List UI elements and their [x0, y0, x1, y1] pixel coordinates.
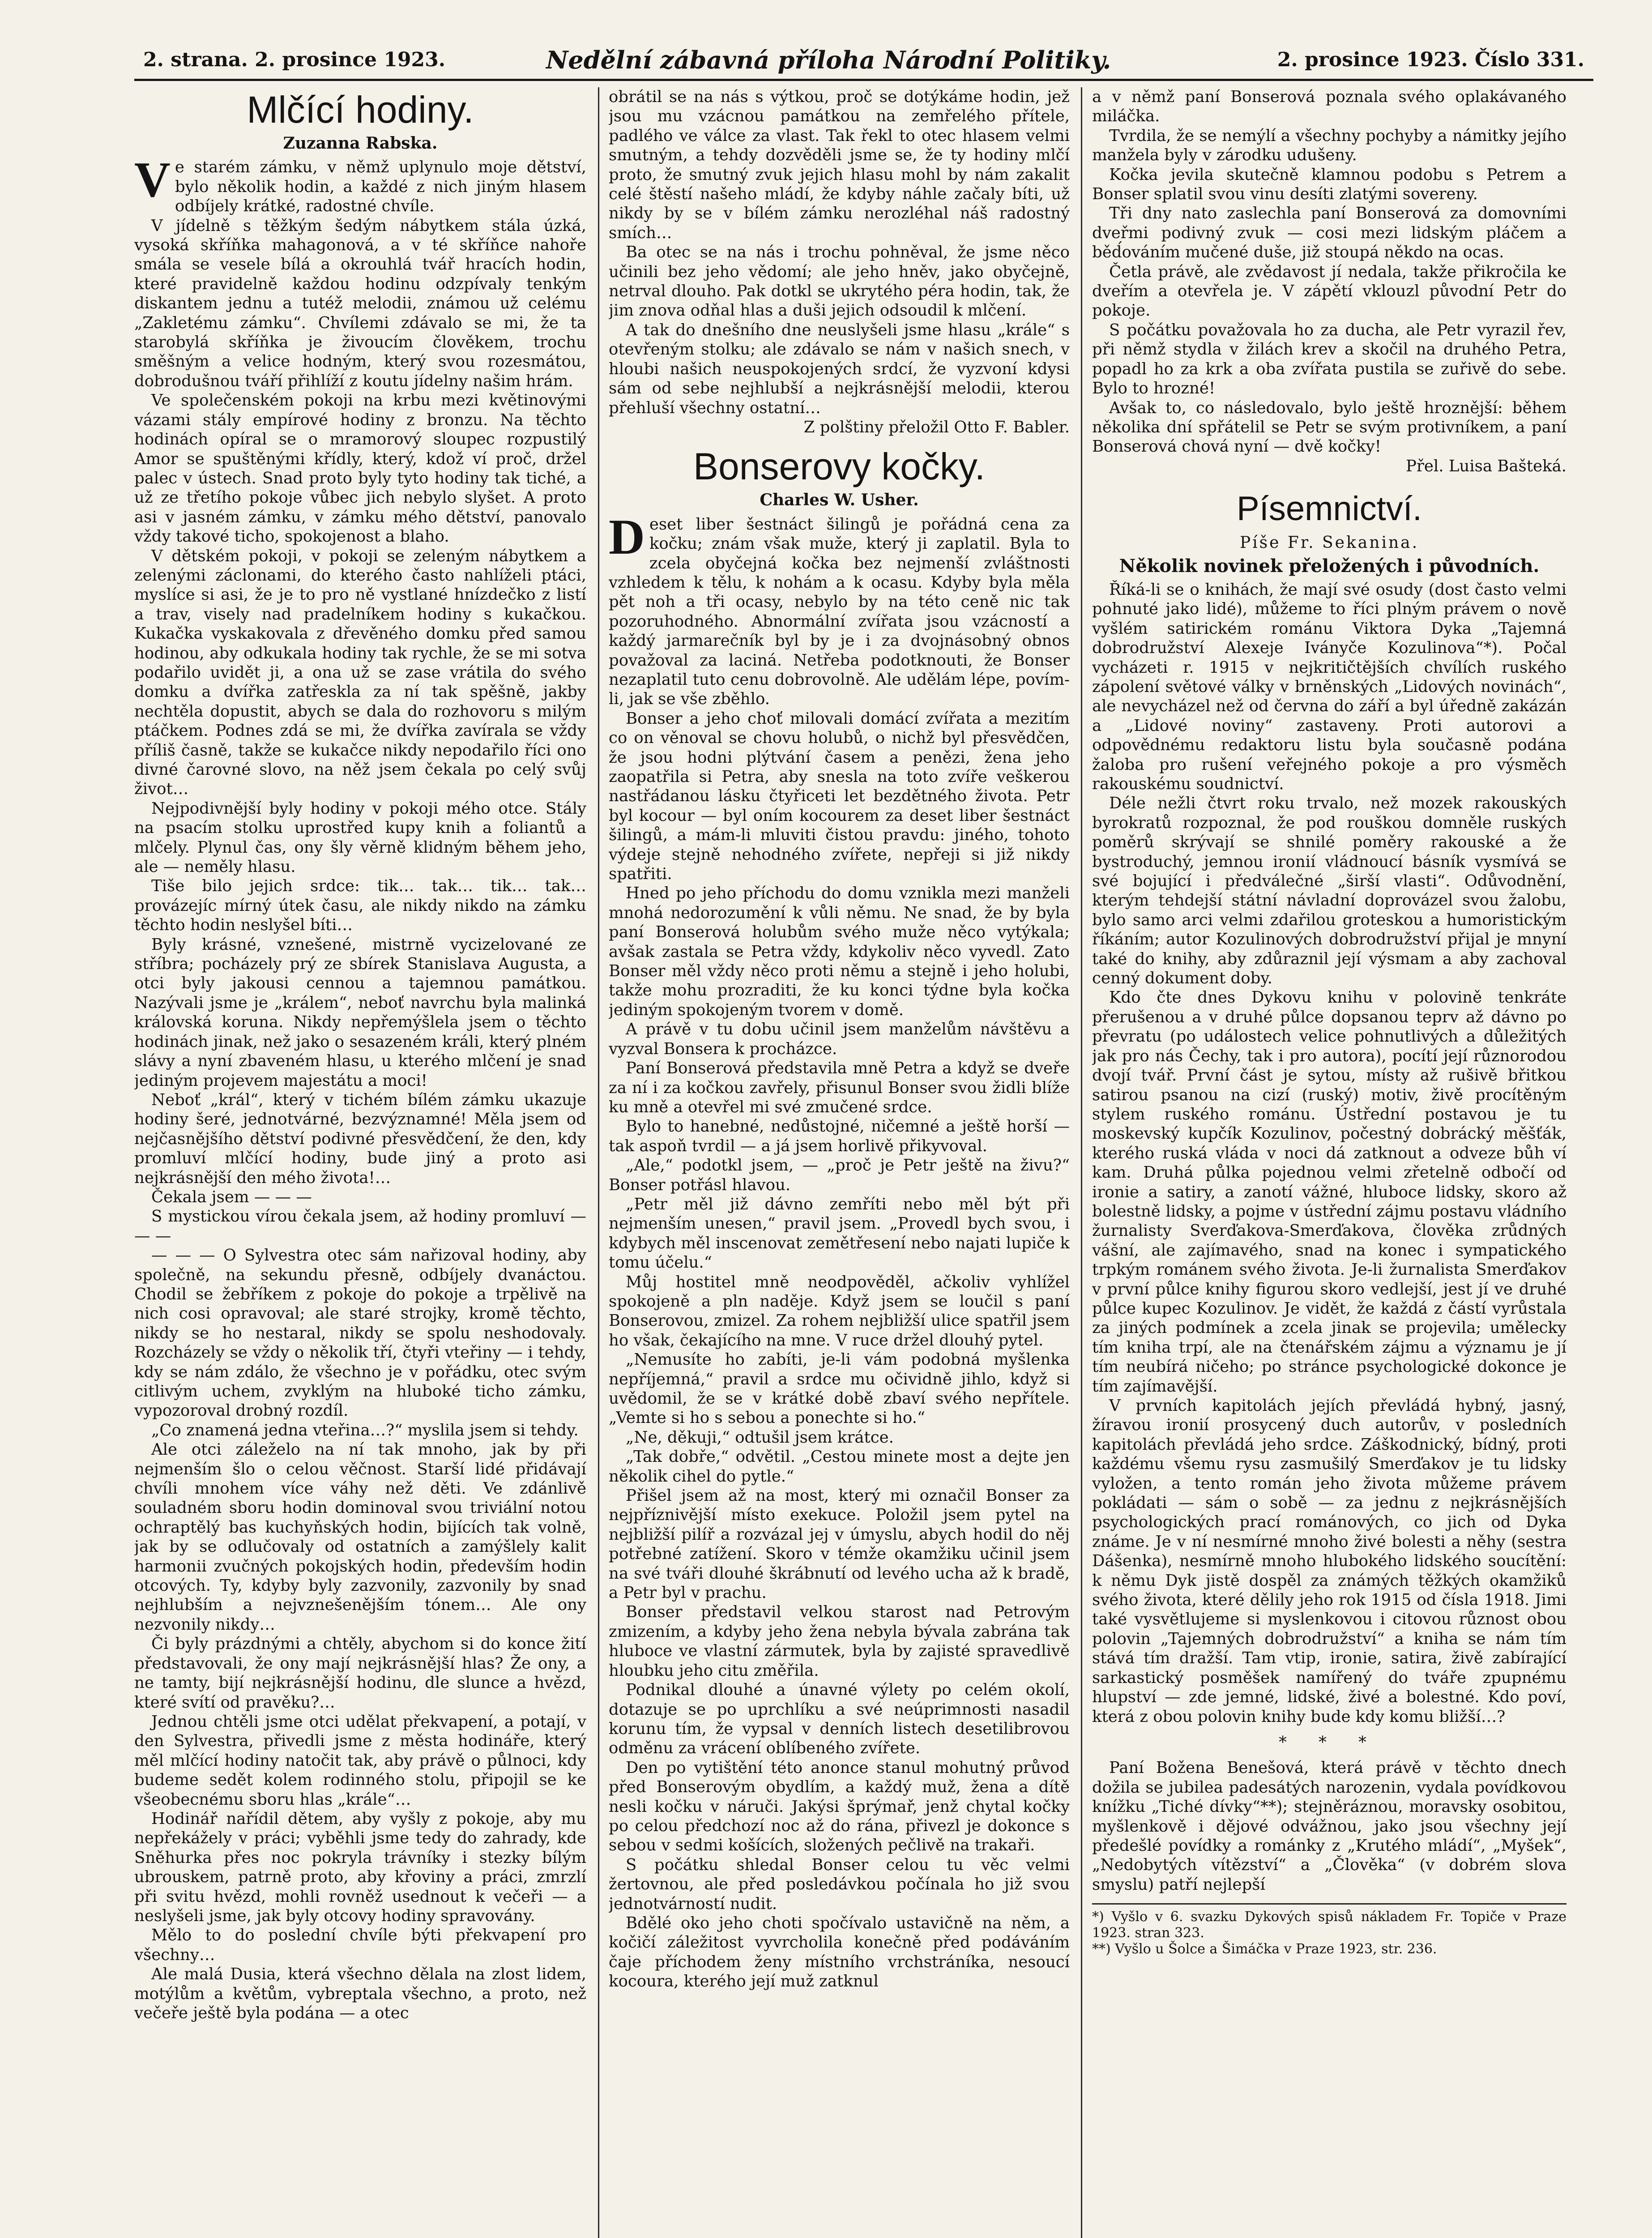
paragraph: Či byly prázdnými a chtěly, abychom si do konce žití představovali, že ony mají nejkrásnější hlas? Že ony, a ne tamty, bijí nejkrásnější hodinu, dle slunce a hvězd, které svítí od pravěku?…	[134, 1635, 586, 1712]
paragraph: S počátku považovala ho za ducha, ale Petr vyrazil řev, při němž stydla v žilách krev a skočil na druhého Petra, popadl ho za krk a oba zvířata pustila se zuřivě do sebe. Bylo to hrozné!	[1092, 320, 1567, 398]
page-header	[134, 43, 1593, 81]
drop-cap: V	[134, 152, 171, 208]
paragraph: Avšak to, co následovalo, bylo ještě hroznější: během několika dní spřátelil se Petr se svým protivníkem, a paní Bonserová chová nyní — dvě kočky!	[1092, 398, 1567, 456]
article-title: Mlčící hodiny.	[247, 89, 474, 131]
translator-signature: Z polštiny přeložil Otto F. Babler.	[803, 418, 1070, 436]
section-title: Písemnictví.	[1237, 490, 1422, 528]
section-subheading: Několik novinek přeložených i původních.	[1119, 555, 1540, 577]
paragraph: V dětském pokoji, v pokoji se zeleným nábytkem a zelenými záclonami, do kterého často nahlíželi ptáci, myslíce si asi, že je to pro ně vystlané hnízdečko z listí a trav, visely nad pradelníkem hodiny s kukačkou. Kukačka vyskakovala z dřevěného domku před samou hodinou, aby odkukala hodiny tak rychle, že se mi sotva podařilo uvidět ji, a ona už se zase vrátila do svého domku a dvířka zatřeskla za ní tak spěšně, jakby nechtěla dopustit, abych se dala do rozhovoru s milým ptáčkem. Podnes zdá se mi, že dvířka zavírala se vždy příliš časně, takže se kukačce nikdy nepodařilo říci ono divné čarovné slovo, na něž jsem čekala po celý svůj život…	[134, 547, 586, 799]
paragraph: Neboť „král“, který v tichém bílém zámku ukazuje hodiny šeré, jednotvárné, bezvýznamné! Měla jsem od nejčasnějšího dětství podivné přesvědčení, že den, kdy promluví mlčící hodiny, bude jiný a proto asi nejkrásnější den mého života!…	[134, 1090, 586, 1187]
paragraph: Ale otci záleželo na ní tak mnoho, jak by při nejmenším šlo o celou věčnost. Starší lidé přidávají chvíli mnohem více váhy než děti. Ve zdánlivě souladném sboru hodin dominoval svou triviální notou ochraptělý bas kuchyňských hodin, bijících tak volně, jak by se odlučovaly od ostatních a zamýšlely kalit harmonii zvučných pokojských hodin, především hodin otcových. Ty, kdyby byly zazvonily, zazvonily by snad nejhlubším a nejvznešenějším tónem… Ale ony nezvonily nikdy…	[134, 1440, 586, 1634]
paragraph: Ale malá Dusia, která všechno dělala na zlost lidem, motýlům a květům, vybreptala všechno, a proto, než večeře ještě byla podána — a otec	[134, 1965, 586, 2022]
paragraph: Tvrdila, že se nemýlí a všechny pochyby a námitky jejího manžela byly v zárodku udušeny.	[1092, 126, 1567, 165]
column-divider	[1081, 87, 1082, 2238]
column-2	[609, 87, 1070, 2238]
paragraph: Podnikal dlouhé a únavné výlety po celém okolí, dotazuje se po uprchlíku a své neúprimnosti nasadil korunu tím, že vypsal v denních listech desetilibrovou odměnu za vrácení oblíbeného zvířete.	[609, 1681, 1070, 1758]
paragraph: „Tak dobře,“ odvětil. „Cestou minete most a dejte jen několik cihel do pytle.“	[609, 1448, 1070, 1486]
footnotes	[1092, 1903, 1567, 1957]
paragraph: Můj hostitel mně neodpověděl, ačkoliv vyhlížel spokojeně a pln naděje. Když jsem se loučil s paní Bonserovou, zmizel. Za rohem nejbližší ulice spatřil jsem ho však, čekajícího na mne. V ruce držel dlouhý pytel.	[609, 1273, 1070, 1350]
paragraph: Bylo to hanebné, nedůstojné, ničemné a ještě horší — tak aspoň tvrdil — a já jsem horlivě přikyvoval.	[609, 1117, 1070, 1155]
drop-cap: D	[609, 509, 645, 565]
paragraph: Paní Božena Benešová, která právě v těchto dnech dožila se jubilea padesátých narozenin, vydala povídkovou knížku „Tiché dívky“**); stejněráznou, moravsky osobitou, myšlenkově i dějové odvážnou, jako jsou všechny její předešlé povídky a románky z „Krutého mládí“, „Myšek“, „Nedobytých vítězství“ a „Člověka“ (v dobrém slova smyslu) patří nejlepší	[1092, 1759, 1567, 1894]
paragraph: Déle nežli čtvrt roku trvalo, než mozek rakouských byrokratů rozpoznal, že pod rouškou domněle ruských poměrů skrývají se shnilé poměry rakouské a že bystroduchý, jemnou ironií vládnoucí básník vysmívá se své bojující i předválečné „širší vlasti“. Odůvodnění, kterým tehdejší státní návladní doprovázel svou žalobu, bylo samo arci velmi zdařilou groteskou a humoristickým říkáním; autor Kozulinových dobrodružství přijal je mnyní také do knihy, aby zdůraznil její výsmam a aby zachoval cenný dokument doby.	[1092, 794, 1567, 988]
paragraph: Přišel jsem až na most, který mi označil Bonser za nejpříznivější místo exekuce. Položil jsem pytel na nejbližší pilíř a rozvázal jej v úmyslu, abych hodil do něj potřebné zatížení. Skoro v témže okamžiku učinil jsem na své tváři dlouhé škrábnutí od levého ucha až k bradě, a Petr byl v prachu.	[609, 1486, 1070, 1602]
paragraph: Den po vytištění této anonce stanul mohutný průvod před Bonserovým obydlím, a každý muž, žena a dítě nesli kočku v náruči. Jakýsi šprýmař, jenž chytal kočky po celou předchozí noc až do rána, přivezl je dokonce s sebou v sedmi košících, složených pečlivě na trakaři.	[609, 1758, 1070, 1855]
paragraph: obrátil se na nás s výtkou, proč se dotýkáme hodin, jež jsou mu vzácnou památkou na zemřelého přítele, padlého ve válce za vlast. Tak řekl to otec hlasem velmi smutným, a tehdy dozvěděli jsme se, že ty hodiny mlčí proto, že smutný zvuk jejich hlasu mohl by nám zakalit celé štěstí našeho mládí, že kdyby náhle začaly bíti, už nikdy by se v bílém zámku nerozléhal náš radostný smích…	[609, 88, 1070, 242]
paragraph: Ba otec se na nás i trochu pohněval, že jsme něco učinili bez jeho vědomí; ale jeho hněv, jako obyčejně, netrval dlouho. Pak dotkl se ukrytého péra hodin, tak, že jim znova odňal hlas a duši jejich odsoudil k mlčení.	[609, 243, 1070, 320]
paragraph: „Co znamená jedna vteřina…?“ myslila jsem si tehdy.	[151, 1421, 579, 1439]
column-1	[134, 87, 586, 2238]
paragraph: „Ale,“ podotkl jsem, — „proč je Petr ještě na živu?“ Bonser potřásl hlavou.	[609, 1156, 1070, 1194]
paragraph: S mystickou vírou čekala jsem, až hodiny promluví — — —	[134, 1207, 586, 1245]
paragraph: A právě v tu dobu učinil jsem manželům návštěvu a vyzval Bonsera k procházce.	[609, 1020, 1070, 1058]
header-issue-number: 2. prosince 1923. Číslo 331.	[1277, 48, 1584, 71]
article-title: Bonserovy kočky.	[693, 445, 986, 488]
paragraph: Kdo čte dnes Dykovu knihu v polovině tenkráte přerušenou a v druhé půlce dopsanou teprv až dávno po převratu (po událostech velice pohnutlivých a důležitých jak pro nás Čechy, tak i pro autora), pocítí její různorodou dvojí tvář. První část je sytou, místy až rušivě břitkou satirou psanou na cizí (ruský) motiv, živě procítěným stylem ruského románu. Ústřední postavou je tu moskevský kupčík Kozulinov, počestný dobrácký měšťák, kterého ruská vláda v noci dá zatknout a odveze bůh ví kam. Druhá půlka pojednou velmi zřetelně odbočí od ironie a satiry, a zanotí vážné, hluboce lidsky, skoro až bolestně lidsky, a pojme v ústřední zájmu postavu vládního žurnalisty Sverďakova-Smerďakova, člověka zrůdných vášní, ale zajímavého, snad na konec i sympatického trpkým románem svého života. Je-li žurnalista Smerďakov v první půlce knihy figurou skoro vedlejší, jest jí ve druhé půlce kupec Kozulinov. Je vidět, že každá z částí vyrůstala za jiných podmínek a zcela jinak se projevila; umělecky tím kniha trpí, ale na čtenářském zájmu a významu je jí tím neubírá ničeho; po stránce psychologické dokonce je tím zajímavější.	[1092, 988, 1567, 1396]
paragraph: a v němž paní Bonserová poznala svého oplakávaného miláčka.	[1092, 88, 1567, 126]
paragraph: A tak do dnešního dne neuslyšeli jsme hlasu „krále“ s otevřeným stolku; ale zdávalo se nám v našich snech, v hloubi našich neuspokojených srdcí, že vyzvoní kdysi sám od sebe nejhlubší a nejkrásnější melodii, kterou přehluší všechny ostatní…	[609, 320, 1070, 417]
paragraph: V prvních kapitolách jejích převládá hybný, jasný, žíravou ironií prosycený duch autorův, v posledních kapitolách převládá jeho srdce. Záškodnický, bídný, proti každému všemu rysu zasmušilý Smerďakov je tu lidsky vyložen, a tento román jeho života můžeme právem pokládati — sám o sobě — za jednu z nejkrásnějších psychologických prací románových, co jich od Dyka známe. Je v ní nesmírné mnoho živé bolesti a něhy (sestra Dášenka), nesmírně mnoho hlubokého lidského soucítění: k němu Dyk jistě dospěl za známých těžkých okamžiků svého života, které dělily jeho rok 1915 od čísla 1918. Jimi také vysvětlujeme si myslenkovou i citovou různost obou polovin „Tajemných dobrodružství“ a kniha se nám tím stává tím dražší. Tam vtip, ironie, satira, živě zabírající sarkastický posměšek namířený do tváře zpupnému hlupství — zde jemné, lidské, živé a bolestné. Kdo poví, která z obou polovin knihy bude kdy komu bližší…?	[1092, 1397, 1567, 1726]
paragraph: Četla právě, ale zvědavost jí nedala, takže přikročila ke dveřím a otevřela je. V zápětí vklouzl původní Petr do pokoje.	[1092, 262, 1567, 320]
paragraph: Bdělé oko jeho choti spočívalo ustavičně na něm, a kočičí záležitost vyvrcholila konečně před podáváním čaje příchodem ženy místního vrchstráníka, nesoucí kocoura, kterého její muž zatknul	[609, 1913, 1070, 1991]
paragraph	[609, 509, 1070, 709]
paragraph: „Ne, děkuji,“ odtušil jsem krátce.	[626, 1428, 894, 1447]
paragraph	[134, 152, 586, 216]
section-byline: Píše Fr. Sekanina.	[1239, 534, 1419, 552]
article-author: Charles W. Usher.	[760, 491, 919, 510]
paragraph-text: eset liber šestnáct šilingů je pořádná cena za kočku; znám však muže, který ji zaplatil. Byla to zcela obyčejná kočka bez nejmenší zvláštnosti vzhledem k tělu, k nohám a k ocasu. Kdyby byla měla pět noh a tři ocasy, nebylo by na této ceně nic tak pozoruhodného. Abnormální zvířata jsou vzácností a každý jarmarečník byl by je i za dvojnásobný obnos považoval za laciná. Netřeba podotknouti, že Bonser nezaplatil tuto cenu dobrovolně. Ale udělám lépe, povím-li, jak se vše zběhlo.	[609, 515, 1070, 709]
paragraph: Hodinář nařídil dětem, aby vyšly z pokoje, aby mu nepřekážely v práci; vyběhli jsme tedy do zahrady, kde Sněhurka přes noc pokryla trávníky i stezky bílým ubrouskem, patrně proto, aby křoviny a práci, zmrzlí při svitu hvězd, mohli rovněž usednout k večeři — a neslyšeli jsme, jak byly otcovy hodiny spravovány.	[134, 1809, 586, 1925]
paragraph: S počátku shledal Bonser celou tu věc velmi žertovnou, ale před posledávkou počínala ho již svou jednotvárností nudit.	[609, 1855, 1070, 1913]
paragraph: Bonser a jeho choť milovali domácí zvířata a mezitím co on věnoval se chovu holubů, o nichž byl přesvědčen, že jsou hodni plýtvání časem a penězi, žena jeho zaopatřila si Petra, aby snesla na toto zvíře veškerou nastřádanou lásku čtyřiceti let bezdětného života. Petr byl kocour — byl oním kocourem za deset liber šestnáct šilingů, a mám-li mluviti čistou pravdu: jiného, tohoto výdeje stejně nehodného zvířete, nepřeji si již nikdy spatřiti.	[609, 709, 1070, 884]
paragraph: Byly krásné, vznešené, mistrně vycizelované ze stříbra; pocházely prý ze sbírek Stanislava Augusta, a otci byly jakousi cennou a tajemnou památkou. Nazývali jsme je „králem“, neboť navrchu byla malinká královská koruna. Nikdy nepřemýšlela jsem o těchto hodinách jinak, než jako o sesazeném králi, který plném slávy a nyní zbaveném hlasu, u kterého mlčení je snad jediným projevem majestátu a moci!	[134, 935, 586, 1090]
paragraph: Jednou chtěli jsme otci udělat překvapení, a potají, v den Sylvestra, přivedli jsme z města hodináře, který měl mlčící hodiny natočit tak, aby právě o půlnoci, kdy budeme sedět kolem rodinného stolu, připojil se ke všeobecnému sboru hlas „krále“…	[134, 1712, 586, 1809]
paragraph: „Petr měl již dávno zemříti nebo měl být při nejmenším unesen,“ pravil jsem. „Provedl bych svou, i kdybych měl inscenovat zemětřesení nebo najati lupiče k tomu účelu.“	[609, 1195, 1070, 1272]
column-3	[1092, 87, 1567, 2238]
paragraph: „Nemusíte ho zabíti, je-li vám podobná myšlenka nepříjemná,“ pravil a srdce mu očividně jihlo, když si uvědomil, že se v krátké době zbaví svého nepřítele. „Vemte si ho s sebou a ponechte si ho.“	[609, 1350, 1070, 1427]
paragraph: Tiše bilo jejich srdce: tik… tak… tik… tak… provázejíc mírný útek času, ale nikdy nikdo na zámku těchto hodin neslyšel bíti…	[134, 877, 586, 935]
paragraph: Čekala jsem — — —	[151, 1187, 312, 1206]
paragraph: — — — O Sylvestra otec sám nařizoval hodiny, aby společně, na sekundu přesně, odbíjely dvanáctou. Chodil se žebříkem z pokoje do pokoje a trpělivě na nich cosi opravoval; ale staré strojky, kromě těchto, nikdy se ho nestaral, nikdy se spolu neshodovaly. Rozcházely se vždy o několik tří, čtyři vteřiny — i tehdy, kdy se nám zdálo, že všechno je v pořádku, otec svým citlivým uchem, zvyklým na hluboké ticho zámku, vypozoroval drobný rozdíl.	[134, 1246, 586, 1420]
header-date-left: 2. strana. 2. prosince 1923.	[143, 48, 446, 71]
footnote: *) Vyšlo v 6. svazku Dykových spisů nákladem Fr. Topiče v Praze 1923. stran 323.	[1092, 1909, 1567, 1941]
paragraph: Mělo to do poslední chvíle býti překvapení pro všechny…	[134, 1926, 586, 1964]
paragraph: Ve společenském pokoji na krbu mezi květinovými vázami stály empírové hodiny z bronzu. Na těchto hodinách opíral se o mramorový sloupec rozpustilý Amor se spuštěnými křídly, který, kdož ví proč, držel palec v ústech. Snad proto byly tyto hodiny tak tiché, a už ze třetího pokoje vůbec jich nebylo slyšet. A proto asi v jasném zámku, v zámku mého dětství, panovalo vždy takové ticho, spokojenost a blaho.	[134, 391, 586, 546]
paragraph: Tři dny nato zaslechla paní Bonserová za domovními dveřmi podivný zvuk — cosi mezi lidským pláčem a běd́ováním mučené duše, již stoupá někdo na ocas.	[1092, 204, 1567, 262]
paragraph: Kočka jevila skutečně klamnou podobu s Petrem a Bonser splatil svou vinu desíti zlatými sovereny.	[1092, 165, 1567, 204]
translator-signature: Přel. Luisa Bašteká.	[1406, 457, 1567, 475]
section-separator: * * *	[1279, 1733, 1380, 1751]
paragraph: V jídelně s těžkým šedým nábytkem stála úzká, vysoká skříňka mahagonová, a v té skříňce nahoře smála se vesele bílá a okrouhlá tvář hracích hodin, které pravidelně každou hodinu odzpívaly tenkým diskantem jednu a tutéž melodii, známou už celému „Zakletému zámku“. Chvílemi zdávalo se mi, že ta starobylá skříňka je živoucím člověkem, trochu směšným a velice hodným, který svou rozesmátou, dobrodušnou tváří přihlíží z koutu jídelny našim hrám.	[134, 216, 586, 390]
footnote: **) Vyšlo u Šolce a Šimáčka v Praze 1923, str. 236.	[1092, 1941, 1437, 1957]
paragraph: Paní Bonserová představila mně Petra a když se dveře za ní i za kočkou zavřely, přisunul Bonser svou židli blíže ku mně a otevřel mi své zmučené srdce.	[609, 1059, 1070, 1116]
header-masthead: Nedělní zábavná příloha Národní Politiky.	[546, 46, 1111, 74]
paragraph: Hned po jeho příchodu do domu vznikla mezi manželi mnohá nedorozumění k vůli němu. Ne snad, že by byla paní Bonserová holubům svého muže něco vytýkala; avšak zastala se Petra vždy, kdykoliv něco vyvedl. Zato Bonser měl vždy něco proti němu a stejně i jeho holubi, takže mohu prozraditi, že ku konci týdne byla kočka jediným spokojeným tvorem v domě.	[609, 884, 1070, 1019]
column-divider	[598, 87, 599, 2238]
paragraph: Nejpodivnější byly hodiny v pokoji mého otce. Stály na psacím stolku uprostřed kupy knih a foliantů a mlčely. Plynul čas, ony šly věrně klidným během jeho, ale — neměly hlasu.	[134, 799, 586, 876]
paragraph-text: e starém zámku, v němž uplynulo moje dětství, bylo několik hodin, a každé z nich jiným hlasem odbíjely krátké, radostné chvíle.	[175, 158, 586, 216]
paragraph: Bonser představil velkou starost nad Petrovým zmizením, a kdyby jeho žena nebyla bývala zabrána tak hluboce ve vlastní zármutek, byla by zajisté spravedlivě hloubku jeho citu změřila.	[609, 1603, 1070, 1680]
article-author: Zuzanna Rabska.	[283, 134, 438, 153]
paragraph: Říká-li se o knihách, že mají své osudy (dost často velmi pohnuté jako lidé), můžeme to říci plným právem o nově vyšlém satirickém románu Viktora Dyka „Tajemná dobrodružství Alexeje Iványče Kozulinova“*). Počal vycházeti r. 1915 v nejkritičtějších chvílích ruského zápolení světové války v brněnských „Lidových novinách“, ale nevycházel než od června do září a byl úředně zakázán a „Lidové noviny“ zastaveny. Proti autorovi a odpovědnému redaktoru listu byla současně podána žaloba pro rušení veřejného pokoje a pro výsměch rakouskému soudnictví.	[1092, 580, 1567, 793]
